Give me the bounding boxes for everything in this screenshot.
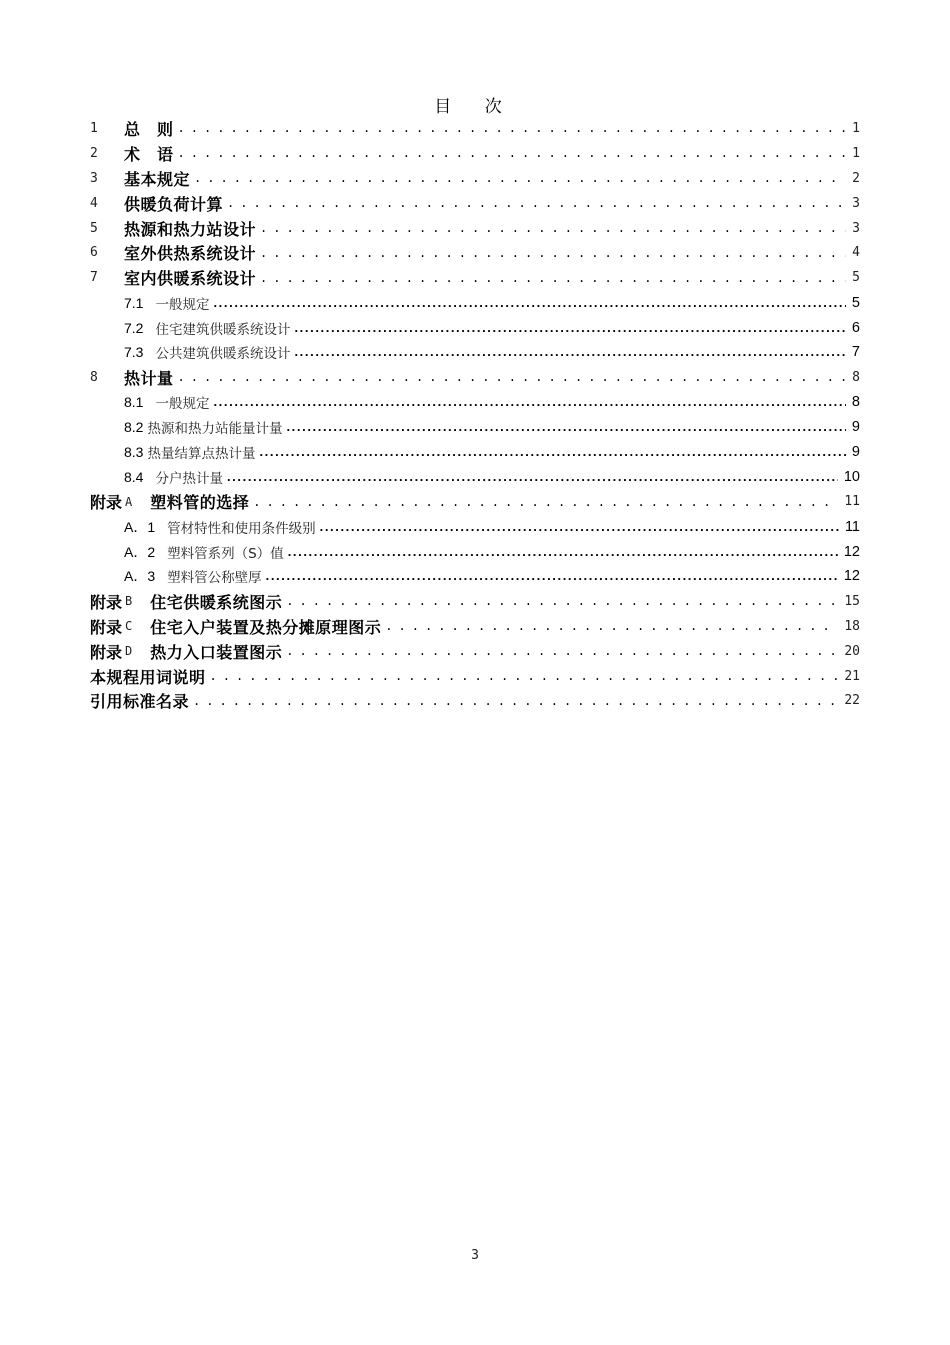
- toc-entry-label: 术 语: [124, 144, 174, 164]
- toc-entry-page: 4: [852, 245, 860, 261]
- toc-entry-label: 热力入口装置图示: [150, 642, 283, 662]
- toc-entry-number: 7: [90, 270, 98, 286]
- toc-entry-label: 管材特性和使用条件级别: [167, 520, 316, 537]
- toc-entry-number: 5: [90, 220, 98, 236]
- toc-entry-page: 20: [844, 643, 860, 659]
- toc-entry-page: 3: [852, 195, 860, 211]
- toc-entry-page: 2: [852, 170, 860, 186]
- toc-entry-label: 住宅供暖系统图示: [150, 592, 283, 612]
- toc-entry-number: A．2: [124, 543, 156, 560]
- appendix-prefix: 附录: [90, 642, 123, 662]
- toc-entry[interactable]: [90, 166, 860, 191]
- toc-subentry[interactable]: [90, 290, 860, 315]
- toc-entry[interactable]: [90, 216, 860, 241]
- toc-entry-label: 本规程用词说明: [90, 667, 206, 687]
- toc-entry-page: 7: [851, 344, 860, 361]
- dot-leader: [294, 345, 845, 359]
- toc-entry-page: 3: [852, 220, 860, 236]
- toc-entry-number: 7.3: [124, 344, 144, 361]
- toc-entry-label: 热源和热力站能量计量: [147, 421, 283, 438]
- toc-entry-label: 供暖负荷计算: [124, 194, 224, 214]
- dot-leader: [286, 644, 838, 658]
- toc-entry-page: 8: [852, 369, 860, 385]
- toc-entry[interactable]: [90, 365, 860, 390]
- toc-entry-label: 塑料管的选择: [150, 493, 250, 513]
- appendix-letter: A: [125, 494, 133, 509]
- toc-entry-page: 12: [843, 543, 860, 560]
- toc-entry-page: 9: [851, 444, 860, 461]
- toc-subentry[interactable]: [90, 564, 860, 589]
- toc-entry-number: 4: [90, 195, 98, 211]
- toc-entry-appendix[interactable]: [90, 589, 860, 614]
- toc-entry-number: 7.1: [124, 294, 144, 311]
- toc-entry-page: 9: [851, 419, 860, 436]
- toc-entry-number: 7.2: [124, 319, 144, 336]
- toc-entry-label: 引用标准名录: [90, 692, 190, 712]
- dot-leader: [286, 420, 845, 434]
- dot-leader: [260, 246, 846, 260]
- toc-entry-number: 3: [90, 170, 98, 186]
- dot-leader: [213, 395, 845, 409]
- toc-entry-page: 6: [851, 319, 860, 336]
- toc-entry-label: 塑料管系列（S）值: [167, 545, 284, 562]
- toc-entry-label: 塑料管公称壁厚: [167, 570, 262, 587]
- toc-entry-page: 11: [844, 518, 860, 535]
- toc-entry[interactable]: [90, 141, 860, 166]
- toc-entry-label: 住宅入户装置及热分摊原理图示: [150, 617, 382, 637]
- dot-leader: [178, 370, 847, 384]
- dot-leader: [194, 171, 846, 185]
- dot-leader: [260, 271, 846, 285]
- dot-leader: [210, 669, 839, 683]
- toc-entry-page: 10: [843, 468, 860, 485]
- toc-entry[interactable]: [90, 116, 860, 141]
- toc-entry-page: 11: [844, 494, 860, 510]
- toc-subentry[interactable]: [90, 415, 860, 440]
- toc-entry-number: 8.2: [124, 419, 144, 436]
- dot-leader: [260, 221, 846, 235]
- appendix-letter: D: [125, 644, 133, 659]
- dot-leader: [320, 520, 839, 534]
- toc-entry[interactable]: [90, 664, 860, 689]
- toc-subentry[interactable]: [90, 315, 860, 340]
- dot-leader: [227, 470, 838, 484]
- toc-entry-label: 热计量: [124, 368, 174, 388]
- page-number: 3: [471, 1248, 479, 1263]
- toc-entry-label: 住宅建筑供暖系统设计: [155, 321, 291, 338]
- toc-subentry[interactable]: [90, 440, 860, 465]
- dot-leader: [193, 694, 838, 708]
- toc-entry[interactable]: [90, 191, 860, 216]
- toc-subentry[interactable]: [90, 539, 860, 564]
- toc-entry-label: 一般规定: [155, 396, 210, 413]
- toc-entry-page: 22: [844, 693, 860, 709]
- toc-entry-label: 一般规定: [155, 296, 210, 313]
- appendix-prefix: 附录: [90, 617, 123, 637]
- toc-entry-appendix[interactable]: [90, 614, 860, 639]
- toc-entry-label: 分户热计量: [155, 470, 223, 487]
- toc-entry-page: 1: [852, 120, 860, 136]
- toc-entry-label: 基本规定: [124, 169, 191, 189]
- toc-entry-number: 8.3: [124, 444, 144, 461]
- dot-leader: [294, 321, 845, 335]
- toc-entry-number: 1: [90, 120, 98, 136]
- toc-entry-appendix[interactable]: [90, 489, 860, 514]
- dot-leader: [259, 445, 845, 459]
- toc-entry-page: 5: [851, 294, 860, 311]
- dot-leader: [178, 146, 847, 160]
- toc-entry-label: 热量结算点热计量: [147, 446, 256, 463]
- toc-entry-page: 5: [852, 270, 860, 286]
- toc-entry[interactable]: [90, 265, 860, 290]
- dot-leader: [288, 545, 838, 559]
- toc-entry[interactable]: [90, 688, 860, 713]
- toc-entry-label: 室外供热系统设计: [124, 244, 257, 264]
- dot-leader: [213, 296, 845, 310]
- toc-entry-number: 8: [90, 369, 98, 385]
- toc-subentry[interactable]: [90, 340, 860, 365]
- toc-subentry[interactable]: [90, 464, 860, 489]
- toc-subentry[interactable]: [90, 514, 860, 539]
- dot-leader: [253, 495, 838, 509]
- toc-entry-number: 8.1: [124, 394, 144, 411]
- table-of-contents: [90, 116, 860, 713]
- dot-leader: [266, 569, 838, 583]
- dot-leader: [178, 121, 847, 135]
- dot-leader: [385, 619, 838, 633]
- toc-entry-label: 室内供暖系统设计: [124, 269, 257, 289]
- toc-entry-page: 12: [843, 568, 860, 585]
- toc-entry-number: A．3: [124, 568, 156, 585]
- toc-entry-number: A．1: [124, 518, 156, 535]
- appendix-prefix: 附录: [90, 493, 123, 513]
- toc-entry-number: 8.4: [124, 468, 144, 485]
- toc-entry-page: 1: [852, 145, 860, 161]
- appendix-prefix: 附录: [90, 592, 123, 612]
- toc-entry[interactable]: [90, 240, 860, 265]
- toc-entry-page: 8: [851, 394, 860, 411]
- toc-subentry[interactable]: [90, 390, 860, 415]
- toc-entry-page: 21: [844, 668, 860, 684]
- toc-entry-label: 热源和热力站设计: [124, 219, 257, 239]
- toc-entry-page: 15: [844, 593, 860, 609]
- toc-entry-label: 公共建筑供暖系统设计: [155, 346, 291, 363]
- toc-entry-number: 6: [90, 245, 98, 261]
- toc-entry-label: 总 则: [124, 119, 174, 139]
- page-title: 目 次: [434, 97, 516, 117]
- toc-entry-page: 18: [844, 618, 860, 634]
- dot-leader: [286, 594, 838, 608]
- toc-entry-number: 2: [90, 145, 98, 161]
- appendix-letter: B: [125, 594, 133, 609]
- toc-entry-appendix[interactable]: [90, 639, 860, 664]
- appendix-letter: C: [125, 619, 133, 634]
- dot-leader: [227, 196, 846, 210]
